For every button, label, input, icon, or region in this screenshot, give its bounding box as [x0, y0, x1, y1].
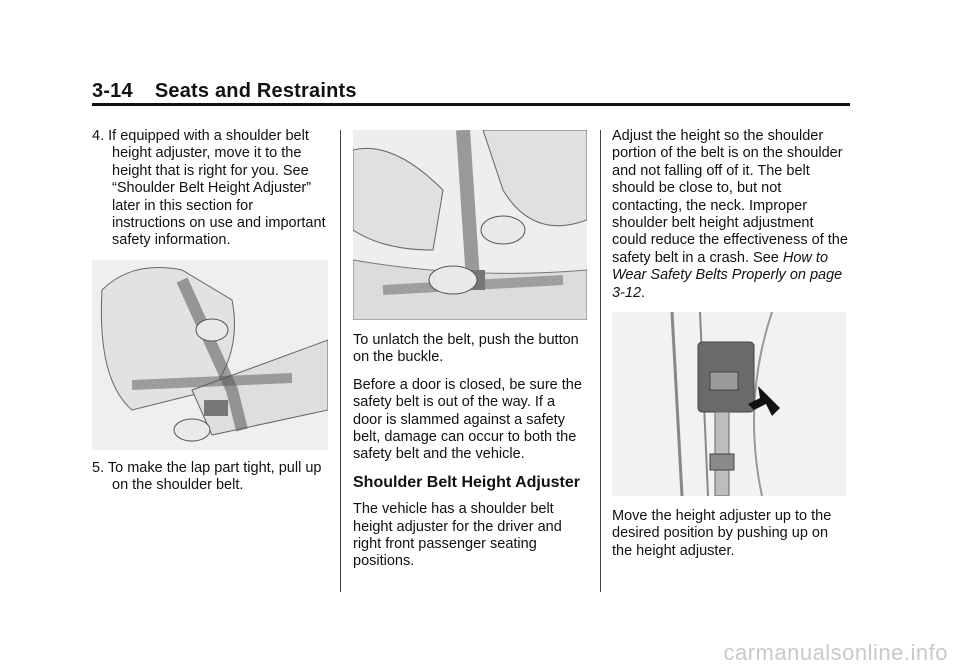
height-adjuster-illustration [612, 312, 846, 496]
step-5-text: 5. To make the lap part tight, pull up on the shoulder belt. [92, 460, 322, 494]
page-number: 3-14 [92, 80, 133, 102]
section-title: Seats and Restraints [154, 80, 357, 102]
adjuster-description-text: The vehicle has a shoulder belt height adjuster for the driver and right front passenger seating positions. [353, 501, 562, 570]
cross-reference-link[interactable]: How to Wear Safety Belts Properly on page 3-12 [612, 249, 843, 301]
column-1 [92, 128, 328, 250]
section-heading: Shoulder Belt Height Adjuster [353, 473, 580, 491]
lap-belt-drawing [92, 260, 328, 450]
lap-belt-illustration [92, 260, 328, 450]
unlatch-buckle-drawing [353, 130, 587, 320]
page-header [92, 80, 357, 103]
adjust-height-body: Adjust the height so the shoulder portion of the belt is on the shoulder and not falling off of it. The belt should be close to, but not contacting, the neck. Improper shoulder belt height adjustment could reduce the effectiveness of the safety belt in a crash. See [612, 128, 848, 266]
column-2 [353, 332, 587, 571]
column-divider-2 [600, 130, 601, 592]
height-adjuster-drawing [612, 312, 846, 496]
column-3-lower [612, 508, 852, 560]
header-rule [92, 103, 850, 106]
watermark: carmanualsonline.info [723, 640, 948, 665]
column-3 [612, 128, 852, 302]
adjust-height-end: . [641, 284, 646, 301]
move-adjuster-text: Move the height adjuster up to the desired position by pushing up on the height adjuster. [612, 508, 832, 559]
step-4-text: 4. If equipped with a shoulder belt height adjuster, move it to the height that is right for you. See “Shoulder Belt Height Adjuster” later in this section for instructions on use and important safety information. [92, 128, 326, 249]
unlatch-text: To unlatch the belt, push the button on the buckle. [353, 332, 579, 366]
adjust-height-text [612, 128, 852, 302]
column-divider-1 [340, 130, 341, 592]
unlatch-buckle-illustration [353, 130, 587, 320]
column-1-lower [92, 460, 328, 495]
door-warning-text: Before a door is closed, be sure the safety belt is out of the way. If a door is slammed against a safety belt, damage can occur to both the safety belt and the vehicle. [353, 376, 582, 463]
